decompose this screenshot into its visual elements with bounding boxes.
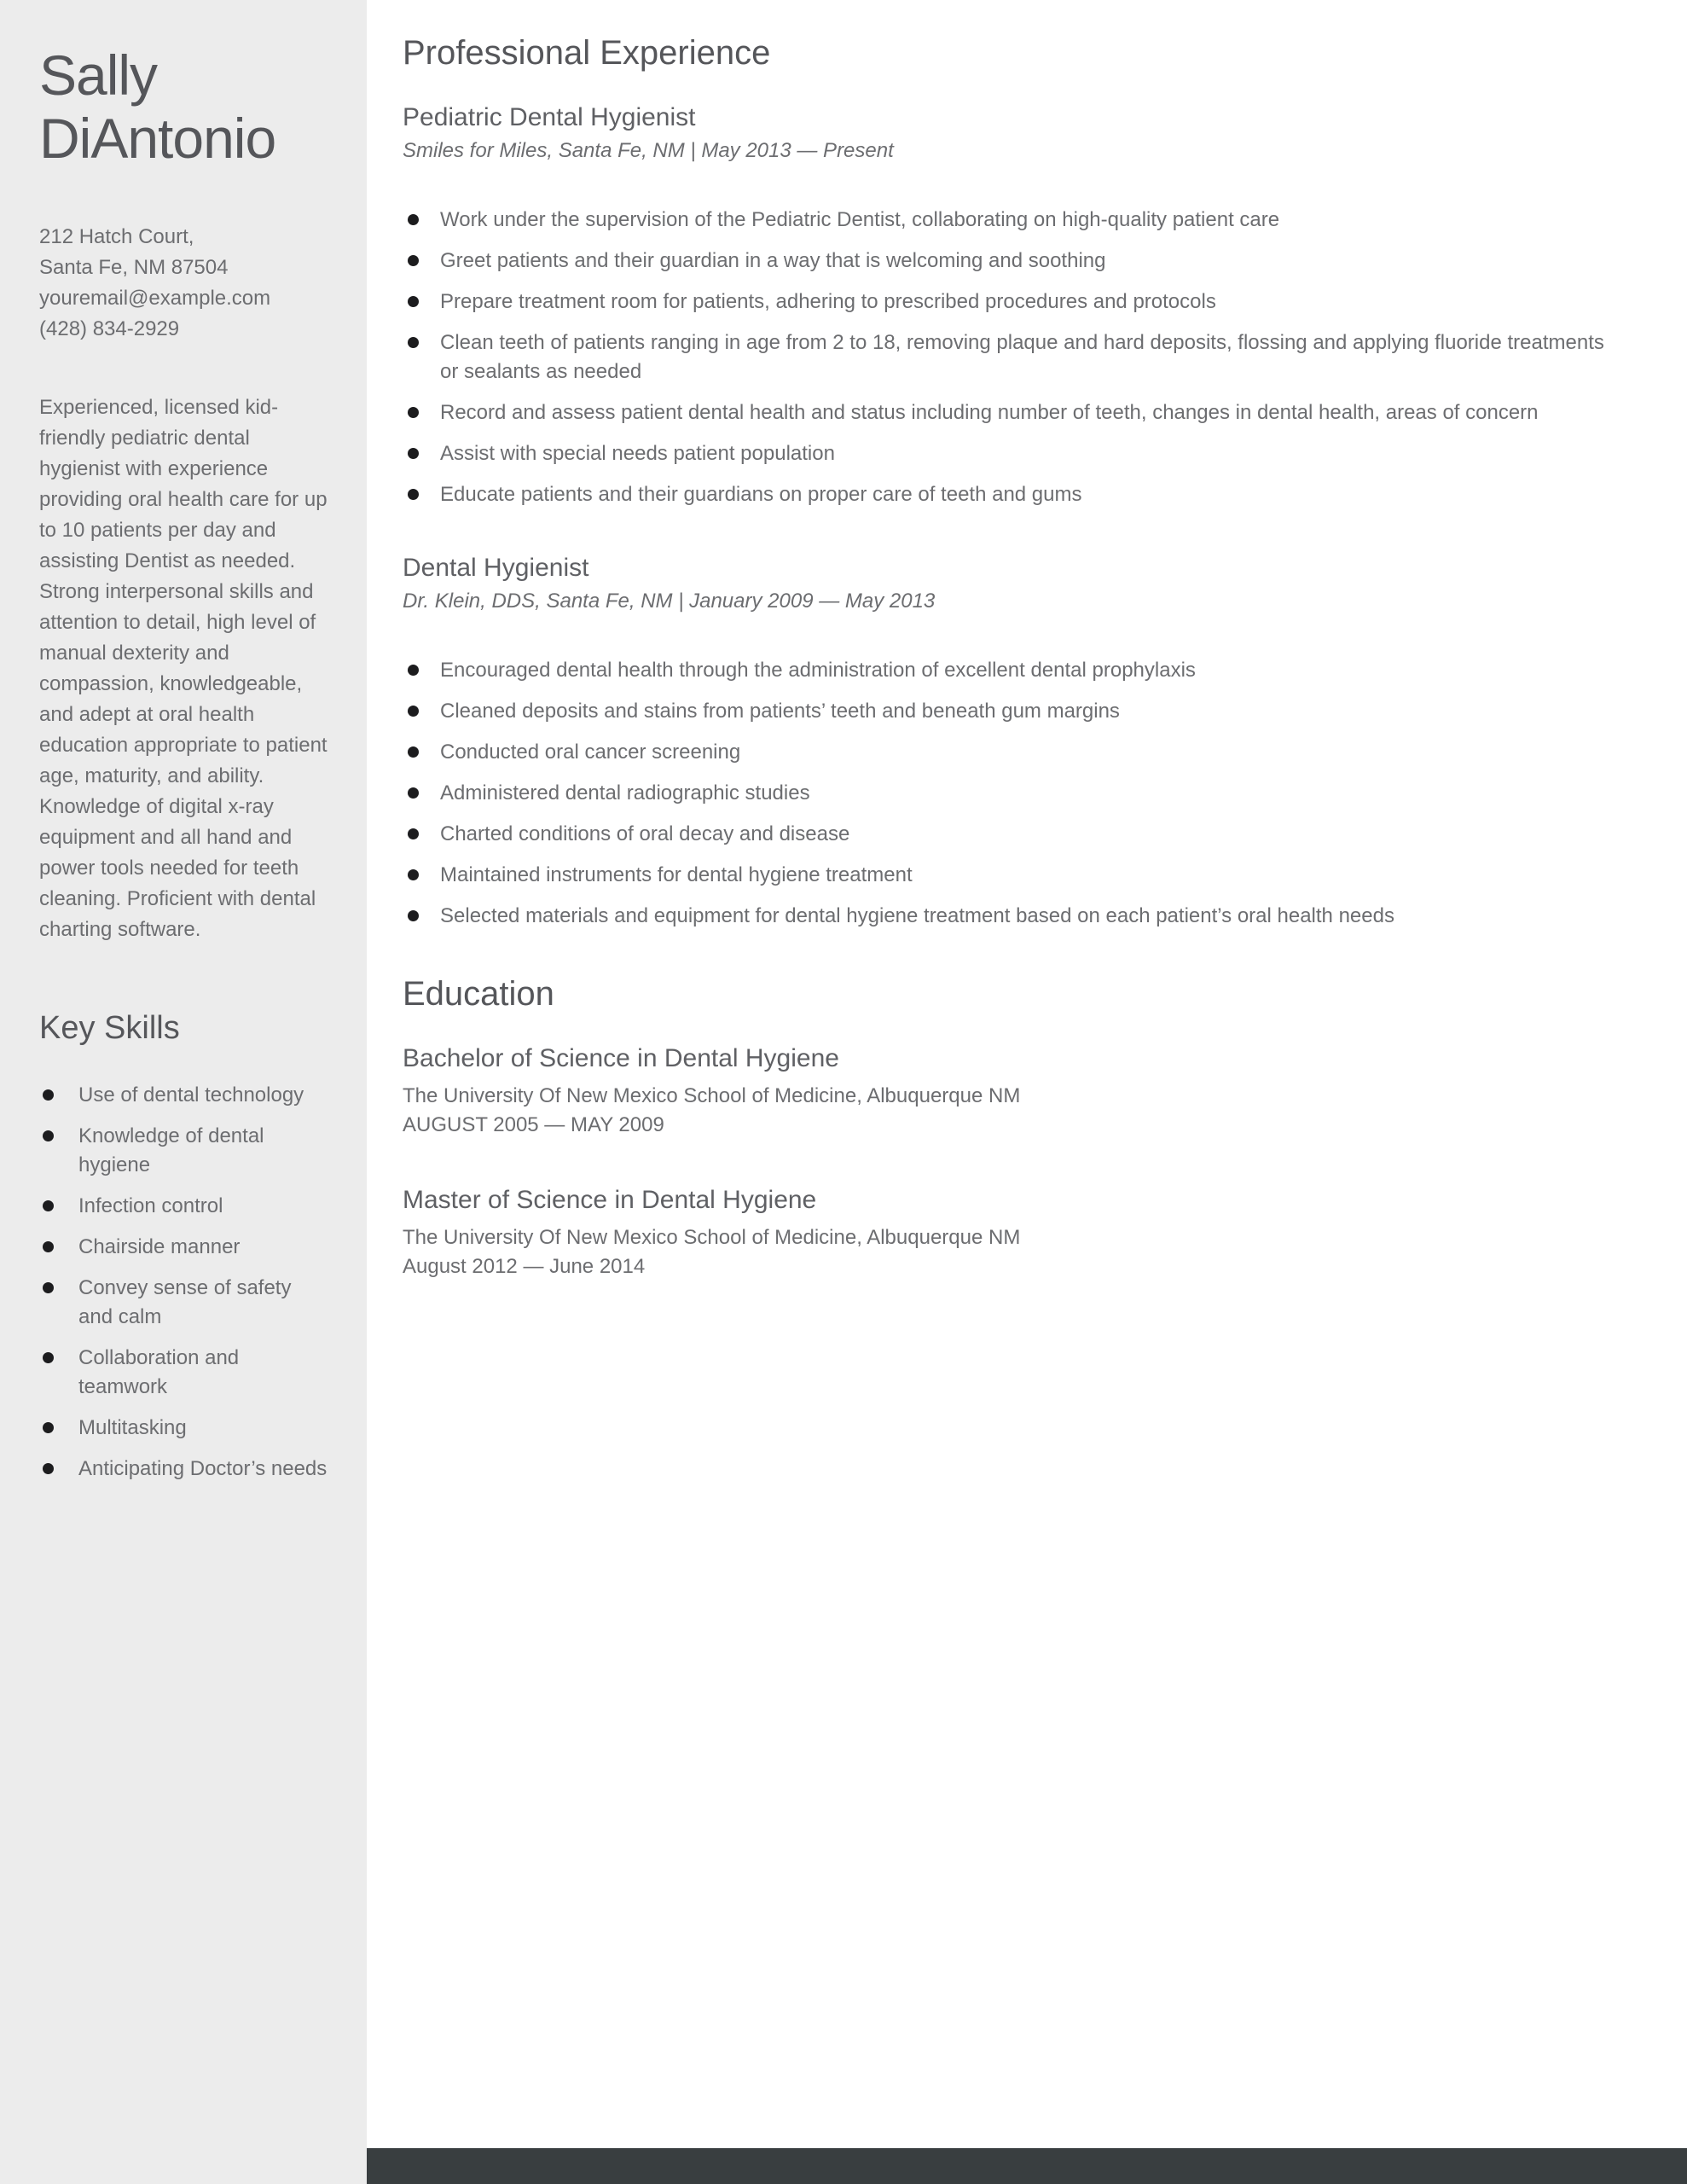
candidate-name	[39, 44, 331, 171]
candidate-last-name: DiAntonio	[39, 106, 276, 170]
degree-dates: August 2012 — June 2014	[403, 1255, 646, 1278]
skill-item: Chairside manner	[39, 1233, 331, 1262]
skills-list	[39, 1081, 331, 1484]
skill-item: Multitasking	[39, 1414, 331, 1443]
bullet-item: Assist with special needs patient population	[403, 439, 1627, 468]
contact-city: Santa Fe, NM 87504	[39, 255, 229, 279]
bullet-item: Educate patients and their guardians on proper care of teeth and gums	[403, 480, 1627, 509]
bullet-item: Administered dental radiographic studies	[403, 779, 1627, 808]
bullet-item: Cleaned deposits and stains from patients’ teeth and beneath gum margins	[403, 697, 1627, 726]
degree-title: Master of Science in Dental Hygiene	[403, 1186, 817, 1214]
job-title: Pediatric Dental Hygienist	[403, 103, 696, 131]
bullet-item: Work under the supervision of the Pediatric Dentist, collaborating on high-quality patient care	[403, 206, 1627, 235]
skill-item: Collaboration and teamwork	[39, 1344, 331, 1402]
sidebar	[0, 0, 367, 2184]
job-bullets	[403, 656, 1627, 931]
bullet-item: Charted conditions of oral decay and disease	[403, 820, 1627, 849]
degree-school: The University Of New Mexico School of Medicine, Albuquerque NM	[403, 1226, 1021, 1249]
job-entry	[403, 554, 1627, 931]
contact-phone: (428) 834-2929	[39, 317, 180, 340]
bullet-item: Record and assess patient dental health and status including number of teeth, changes in dental health, areas of concern	[403, 398, 1627, 427]
bullet-item: Encouraged dental health through the administration of excellent dental prophylaxis	[403, 656, 1627, 685]
skill-item: Use of dental technology	[39, 1081, 331, 1110]
job-meta: Dr. Klein, DDS, Santa Fe, NM | January 2009 — May 2013	[403, 590, 936, 613]
bullet-item: Prepare treatment room for patients, adhering to prescribed procedures and protocols	[403, 288, 1627, 317]
main-content	[367, 0, 1687, 1327]
degree-title: Bachelor of Science in Dental Hygiene	[403, 1044, 839, 1072]
bullet-item: Clean teeth of patients ranging in age from 2 to 18, removing plaque and hard deposits, flossing and applying fluoride treatments or sealants as needed	[403, 328, 1627, 386]
skill-item: Infection control	[39, 1192, 331, 1221]
candidate-first-name: Sally	[39, 44, 158, 107]
degree-entry	[403, 1186, 1627, 1281]
job-entry	[403, 103, 1627, 509]
degree-entry	[403, 1044, 1627, 1140]
skill-item: Knowledge of dental hygiene	[39, 1122, 331, 1180]
bullet-item: Selected materials and equipment for dental hygiene treatment based on each patient’s oral health needs	[403, 902, 1627, 931]
education-heading: Education	[403, 975, 554, 1013]
contact-email: youremail@example.com	[39, 286, 271, 310]
job-meta: Smiles for Miles, Santa Fe, NM | May 2013 — Present	[403, 139, 894, 162]
job-bullets	[403, 206, 1627, 509]
skill-item: Anticipating Doctor’s needs	[39, 1455, 331, 1484]
footer-bar	[367, 2148, 1687, 2184]
key-skills-heading: Key Skills	[39, 1009, 180, 1046]
experience-heading: Professional Experience	[403, 34, 771, 72]
job-title: Dental Hygienist	[403, 554, 589, 582]
degree-dates: AUGUST 2005 — MAY 2009	[403, 1113, 664, 1136]
professional-summary: Experienced, licensed kid-friendly pediatric dental hygienist with experience providing oral health care for up to 10 patients per day and assisting Dentist as needed. Strong interpersonal skills and attention to detail, high level of manual dexterity and compassion, knowledgeable, and adept at oral health education appropriate to patient age, maturity, and ability. Knowledge of digital x-ray equipment and all hand and power tools needed for teeth cleaning. Proficient with dental charting software.	[39, 395, 328, 941]
bullet-item: Conducted oral cancer screening	[403, 738, 1627, 767]
contact-street: 212 Hatch Court,	[39, 224, 194, 248]
skill-item: Convey sense of safety and calm	[39, 1274, 331, 1332]
contact-block	[39, 222, 331, 345]
degree-school: The University Of New Mexico School of Medicine, Albuquerque NM	[403, 1084, 1021, 1107]
bullet-item: Maintained instruments for dental hygiene treatment	[403, 861, 1627, 890]
bullet-item: Greet patients and their guardian in a way that is welcoming and soothing	[403, 247, 1627, 276]
